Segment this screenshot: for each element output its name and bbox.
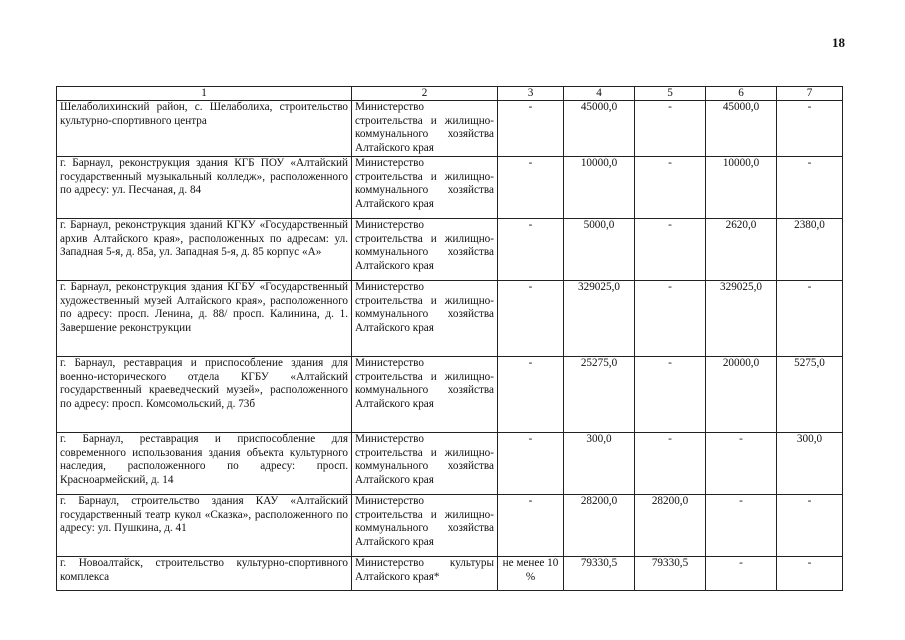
customer-cell: Министерство строительства и жилищно-коммунального хозяйства Алтайского края	[352, 495, 498, 557]
year2-cell: 10000,0	[706, 157, 777, 219]
year1-cell: -	[635, 433, 706, 495]
year2-cell: 45000,0	[706, 101, 777, 157]
customer-cell: Министерство строительства и жилищно-коммунального хозяйства Алтайского края	[352, 101, 498, 157]
object-cell: г. Новоалтайск, строительство культурно-спортивного комплекса	[57, 557, 352, 591]
year1-cell: -	[635, 281, 706, 357]
share-cell: -	[498, 157, 564, 219]
year2-cell: 2620,0	[706, 219, 777, 281]
customer-cell: Министерство строительства и жилищно-коммунального хозяйства Алтайского края	[352, 157, 498, 219]
share-cell: -	[498, 219, 564, 281]
object-cell: Шелаболихинский район, с. Шелаболиха, строительство культурно-спортивного центра	[57, 101, 352, 157]
year3-cell: 300,0	[777, 433, 843, 495]
table-row	[57, 101, 843, 157]
object-cell: г. Барнаул, строительство здания КАУ «Алтайский государственный театр кукол «Сказка», расположенного по адресу: ул. Пушкина, д. 41	[57, 495, 352, 557]
share-cell: -	[498, 357, 564, 433]
column-header: 1	[57, 87, 352, 101]
year3-cell: 5275,0	[777, 357, 843, 433]
share-cell: не менее 10 %	[498, 557, 564, 591]
table-row	[57, 433, 843, 495]
total-cell: 329025,0	[564, 281, 635, 357]
financing-table	[56, 86, 843, 591]
column-header: 5	[635, 87, 706, 101]
table-row	[57, 281, 843, 357]
total-cell: 25275,0	[564, 357, 635, 433]
column-header: 3	[498, 87, 564, 101]
object-cell: г. Барнаул, реставрация и приспособление для современного использования здания объекта культурного наследия, расположенного по адресу: просп. Красноармейский, д. 14	[57, 433, 352, 495]
share-cell: -	[498, 433, 564, 495]
object-cell: г. Барнаул, реконструкция здания КГБ ПОУ «Алтайский государственный музыкальный колледж», расположенного по адресу: ул. Песчаная, д. 84	[57, 157, 352, 219]
year3-cell: -	[777, 281, 843, 357]
total-cell: 10000,0	[564, 157, 635, 219]
customer-cell: Министерство культуры Алтайского края*	[352, 557, 498, 591]
column-header: 2	[352, 87, 498, 101]
year2-cell: -	[706, 433, 777, 495]
year3-cell: -	[777, 495, 843, 557]
total-cell: 5000,0	[564, 219, 635, 281]
table-row	[57, 157, 843, 219]
object-cell: г. Барнаул, реконструкция здания КГБУ «Государственный художественный музей Алтайского края», расположенного по адресу: просп. Ленина, д. 88/ просп. Калинина, д. 1. Завершение реконструкции	[57, 281, 352, 357]
customer-cell: Министерство строительства и жилищно-коммунального хозяйства Алтайского края	[352, 219, 498, 281]
column-header: 7	[777, 87, 843, 101]
customer-cell: Министерство строительства и жилищно-коммунального хозяйства Алтайского края	[352, 357, 498, 433]
year1-cell: -	[635, 157, 706, 219]
total-cell: 28200,0	[564, 495, 635, 557]
total-cell: 45000,0	[564, 101, 635, 157]
share-cell: -	[498, 101, 564, 157]
year1-cell: 79330,5	[635, 557, 706, 591]
table-row	[57, 495, 843, 557]
object-cell: г. Барнаул, реставрация и приспособление здания для военно-исторического отдела КГБУ «Алтайский государственный краеведческий музей», расположенного по адресу: просп. Комсомольский, д. 73б	[57, 357, 352, 433]
column-header: 4	[564, 87, 635, 101]
year1-cell: -	[635, 101, 706, 157]
year1-cell: -	[635, 357, 706, 433]
table-header-row	[57, 87, 843, 101]
year2-cell: -	[706, 495, 777, 557]
page-number: 18	[832, 35, 845, 50]
year3-cell: -	[777, 557, 843, 591]
year2-cell: -	[706, 557, 777, 591]
year3-cell: -	[777, 101, 843, 157]
table-row	[57, 357, 843, 433]
object-cell: г. Барнаул, реконструкция зданий КГКУ «Государственный архив Алтайского края», расположенных по адресам: ул. Западная 5-я, д. 85а, ул. Западная 5-я, д. 85 корпус «А»	[57, 219, 352, 281]
table-row	[57, 219, 843, 281]
share-cell: -	[498, 281, 564, 357]
year1-cell: 28200,0	[635, 495, 706, 557]
column-header: 6	[706, 87, 777, 101]
customer-cell: Министерство строительства и жилищно-коммунального хозяйства Алтайского края	[352, 281, 498, 357]
year3-cell: -	[777, 157, 843, 219]
year1-cell: -	[635, 219, 706, 281]
year3-cell: 2380,0	[777, 219, 843, 281]
total-cell: 300,0	[564, 433, 635, 495]
customer-cell: Министерство строительства и жилищно-коммунального хозяйства Алтайского края	[352, 433, 498, 495]
total-cell: 79330,5	[564, 557, 635, 591]
year2-cell: 329025,0	[706, 281, 777, 357]
share-cell: -	[498, 495, 564, 557]
year2-cell: 20000,0	[706, 357, 777, 433]
table-row	[57, 557, 843, 591]
